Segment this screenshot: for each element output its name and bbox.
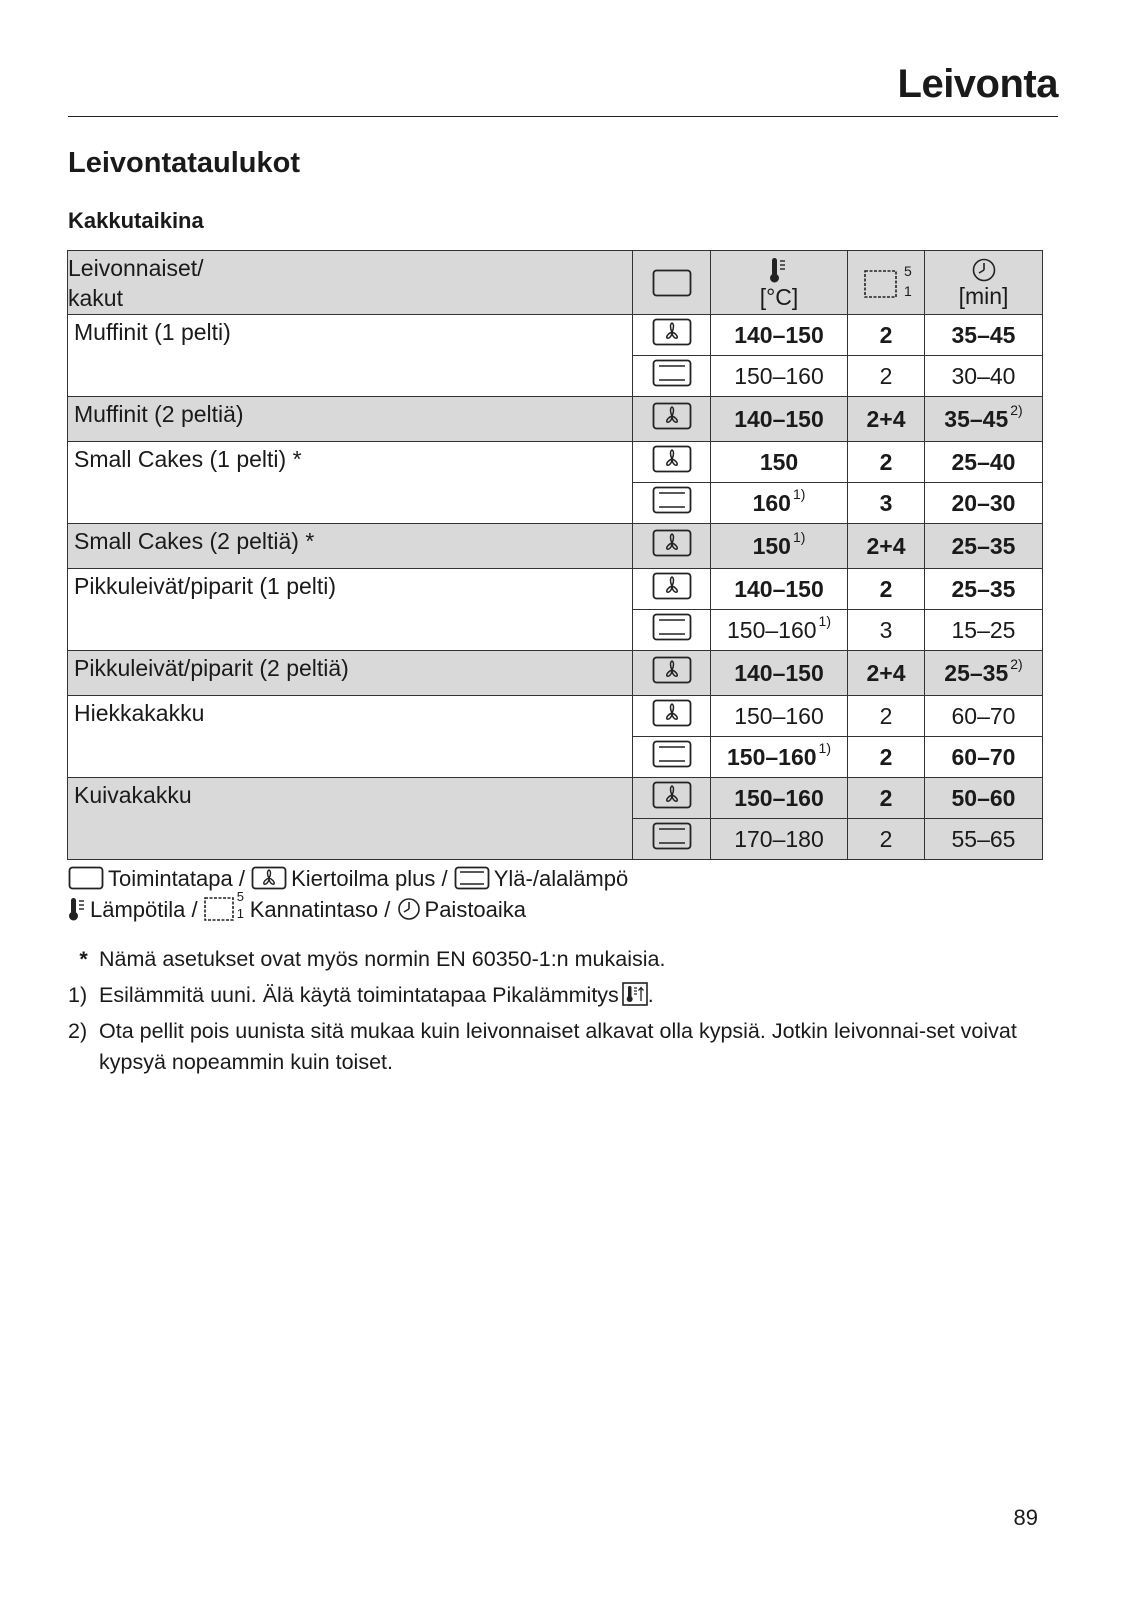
table-row xyxy=(68,569,1043,610)
header-time-cell xyxy=(925,251,1043,315)
row-rack-value: 2 xyxy=(879,825,893,852)
row-time-value: 35–45 xyxy=(951,321,1016,348)
top-bottom-heat-icon xyxy=(652,359,692,387)
row-time-value: 15–25 xyxy=(951,616,1016,643)
row-temperature-value: 150–160 xyxy=(734,702,824,729)
fan-plus-icon xyxy=(652,402,692,430)
row-rack xyxy=(848,315,925,356)
row-rack-value: 2 xyxy=(879,448,893,475)
row-mode-cell xyxy=(633,524,711,569)
row-rack-value: 2 xyxy=(879,784,893,811)
row-time-value: 25–40 xyxy=(951,448,1016,475)
top-bottom-heat-icon xyxy=(652,486,692,514)
thermometer-icon xyxy=(767,256,791,284)
row-temperature xyxy=(711,819,848,860)
fan-plus-icon xyxy=(652,572,692,600)
row-time xyxy=(925,315,1043,356)
footnote-ref: 1) xyxy=(818,612,831,629)
row-temperature-value: 140–150 xyxy=(734,321,824,348)
row-rack xyxy=(848,397,925,442)
fan-plus-icon xyxy=(652,445,692,473)
legend-line-1: Toimintatapa / Kiertoilma plus / Ylä-/alalämpö xyxy=(68,864,628,894)
table-row xyxy=(68,778,1043,819)
row-mode-cell xyxy=(633,778,711,819)
rapid-heat-icon xyxy=(622,982,648,1006)
thermometer-icon xyxy=(68,896,86,922)
row-mode-cell xyxy=(633,819,711,860)
row-temperature-value: 150–160 xyxy=(727,743,817,770)
row-time xyxy=(925,524,1043,569)
row-time-value: 25–35 xyxy=(951,575,1016,602)
header-mode-cell xyxy=(633,251,711,315)
row-name: Pikkuleivät/piparit (2 peltiä) xyxy=(68,651,633,696)
row-mode-cell xyxy=(633,356,711,397)
row-mode-cell xyxy=(633,696,711,737)
rack-bottom-number: 1 xyxy=(904,282,912,299)
footnotes xyxy=(68,944,1038,1083)
page-number: 89 xyxy=(1013,1505,1038,1530)
row-time-value: 20–30 xyxy=(951,489,1016,516)
baking-table xyxy=(67,250,1043,860)
row-mode-cell xyxy=(633,483,711,524)
footnote-ref: 1) xyxy=(818,739,831,756)
row-time xyxy=(925,397,1043,442)
row-rack xyxy=(848,524,925,569)
top-bottom-heat-icon xyxy=(652,613,692,641)
legend-top-bottom-label: Ylä-/alalämpö xyxy=(493,866,629,891)
row-rack-value: 2 xyxy=(879,321,893,348)
row-time xyxy=(925,610,1043,651)
row-temperature xyxy=(711,356,848,397)
row-temperature xyxy=(711,569,848,610)
top-bottom-heat-icon xyxy=(652,822,692,850)
legend-line-2: Lämpötila / 5 1 Kannatintaso / Paistoaika xyxy=(68,895,526,925)
footnote-ref: 2) xyxy=(1010,655,1023,672)
header-divider xyxy=(68,116,1058,117)
row-rack xyxy=(848,819,925,860)
row-temperature-value: 140–150 xyxy=(734,575,824,602)
row-rack-value: 3 xyxy=(879,616,893,643)
row-time xyxy=(925,737,1043,778)
oven-mode-icon xyxy=(652,269,692,297)
row-temperature xyxy=(711,651,848,696)
row-temperature xyxy=(711,483,848,524)
header-name-line1: Leivonnaiset/ xyxy=(68,254,204,281)
legend-rack-label: Kannatintaso xyxy=(249,897,379,922)
row-rack-value: 2 xyxy=(879,575,893,602)
row-rack xyxy=(848,696,925,737)
row-mode-cell xyxy=(633,737,711,778)
row-rack-value: 2+4 xyxy=(866,532,906,559)
fan-plus-icon xyxy=(251,866,287,890)
row-temperature xyxy=(711,737,848,778)
row-rack-value: 2+4 xyxy=(866,659,906,686)
row-time-value: 25–35 xyxy=(944,659,1009,686)
fan-plus-icon xyxy=(652,529,692,557)
temperature-unit: [°C] xyxy=(759,283,799,310)
row-rack xyxy=(848,356,925,397)
top-bottom-heat-icon xyxy=(652,740,692,768)
row-time xyxy=(925,696,1043,737)
table-row xyxy=(68,696,1043,737)
row-rack xyxy=(848,737,925,778)
row-rack xyxy=(848,610,925,651)
row-temperature-value: 150–160 xyxy=(734,784,824,811)
row-time-value: 60–70 xyxy=(951,743,1016,770)
row-rack xyxy=(848,569,925,610)
row-temperature-value: 170–180 xyxy=(734,825,824,852)
row-mode-cell xyxy=(633,569,711,610)
legend-temperature-label: Lämpötila xyxy=(90,897,186,922)
row-rack-value: 2 xyxy=(879,702,893,729)
header-rack-cell xyxy=(848,251,925,315)
subsection-title: Kakkutaikina xyxy=(68,208,204,233)
rack-level-icon xyxy=(864,269,900,299)
clock-icon xyxy=(397,897,421,921)
table-row xyxy=(68,442,1043,483)
row-temperature-value: 140–150 xyxy=(734,405,824,432)
row-rack xyxy=(848,483,925,524)
row-temperature xyxy=(711,397,848,442)
row-temperature-value: 140–150 xyxy=(734,659,824,686)
fan-plus-icon xyxy=(652,318,692,346)
row-rack-value: 3 xyxy=(879,489,893,516)
row-temperature xyxy=(711,610,848,651)
row-name: Muffinit (1 pelti) xyxy=(68,315,633,397)
row-time-value: 30–40 xyxy=(951,362,1016,389)
row-time xyxy=(925,483,1043,524)
row-temperature xyxy=(711,315,848,356)
table-row xyxy=(68,397,1043,442)
row-name: Muffinit (2 peltiä) xyxy=(68,397,633,442)
row-time xyxy=(925,778,1043,819)
footnote-ref: 1) xyxy=(792,485,806,502)
footnote-ref: 1) xyxy=(792,528,806,545)
row-time xyxy=(925,356,1043,397)
row-name: Hiekkakakku xyxy=(68,696,633,778)
row-time-value: 60–70 xyxy=(951,702,1016,729)
footnote-1: 1) Esilämmitä uuni. Älä käytä toimintatapaa Pikalämmitys . xyxy=(68,983,654,1007)
row-mode-cell xyxy=(633,315,711,356)
clock-icon xyxy=(971,257,997,283)
table-header-row xyxy=(68,251,1043,315)
table-row xyxy=(68,315,1043,356)
row-temperature xyxy=(711,524,848,569)
fan-plus-icon xyxy=(652,781,692,809)
table-row xyxy=(68,651,1043,696)
top-bottom-heat-icon xyxy=(454,866,490,890)
fan-plus-icon xyxy=(652,656,692,684)
section-title: Leivontataulukot xyxy=(68,147,301,179)
oven-mode-icon xyxy=(68,866,104,890)
footnote-ref: 2) xyxy=(1010,401,1023,418)
legend-time-label: Paistoaika xyxy=(424,897,527,922)
row-mode-cell xyxy=(633,651,711,696)
rack-top-number: 5 xyxy=(904,262,912,279)
row-name: Small Cakes (2 peltiä) * xyxy=(68,524,633,569)
row-name: Kuivakakku xyxy=(68,778,633,860)
fan-plus-icon xyxy=(652,699,692,727)
row-time-value: 25–35 xyxy=(951,532,1016,559)
row-rack xyxy=(848,442,925,483)
row-temperature-value: 150 xyxy=(752,532,791,559)
header-name-line2: kakut xyxy=(68,284,123,311)
row-temperature-value: 150–160 xyxy=(734,362,824,389)
row-time-value: 35–45 xyxy=(944,405,1009,432)
table-row xyxy=(68,524,1043,569)
row-mode-cell xyxy=(633,610,711,651)
footnote-star: * Nämä asetukset ovat myös normin EN 60350-1:n mukaisia. xyxy=(79,947,666,971)
row-rack-value: 2 xyxy=(879,743,893,770)
row-rack xyxy=(848,651,925,696)
row-name: Pikkuleivät/piparit (1 pelti) xyxy=(68,569,633,651)
page-header-title: Leivonta xyxy=(897,62,1058,106)
header-name-cell xyxy=(68,251,633,315)
row-temperature-value: 150–160 xyxy=(727,616,817,643)
rack-level-icon: 5 1 xyxy=(204,896,250,922)
row-temperature xyxy=(711,442,848,483)
row-mode-cell xyxy=(633,442,711,483)
row-time xyxy=(925,569,1043,610)
row-temperature-value: 150 xyxy=(759,448,799,475)
legend-mode-label: Toimintatapa xyxy=(108,866,233,891)
row-rack xyxy=(848,778,925,819)
row-name: Small Cakes (1 pelti) * xyxy=(68,442,633,524)
row-time xyxy=(925,651,1043,696)
header-temperature-cell xyxy=(711,251,848,315)
row-temperature xyxy=(711,778,848,819)
row-rack-value: 2 xyxy=(879,362,893,389)
row-time-value: 50–60 xyxy=(951,784,1016,811)
row-rack-value: 2+4 xyxy=(866,405,906,432)
footnote-2: 2) Ota pellit pois uunista sitä mukaa kuin leivonnaiset alkavat olla kypsiä. Jotkin leivonnai-set voivat kypsyä nopeammin kuin toiset. xyxy=(68,1019,1017,1074)
row-time-value: 55–65 xyxy=(951,825,1016,852)
legend-fan-plus-label: Kiertoilma plus xyxy=(291,866,436,891)
row-time xyxy=(925,819,1043,860)
time-unit: [min] xyxy=(958,282,1009,309)
row-temperature xyxy=(711,696,848,737)
row-temperature-value: 160 xyxy=(752,489,791,516)
row-time xyxy=(925,442,1043,483)
row-mode-cell xyxy=(633,397,711,442)
